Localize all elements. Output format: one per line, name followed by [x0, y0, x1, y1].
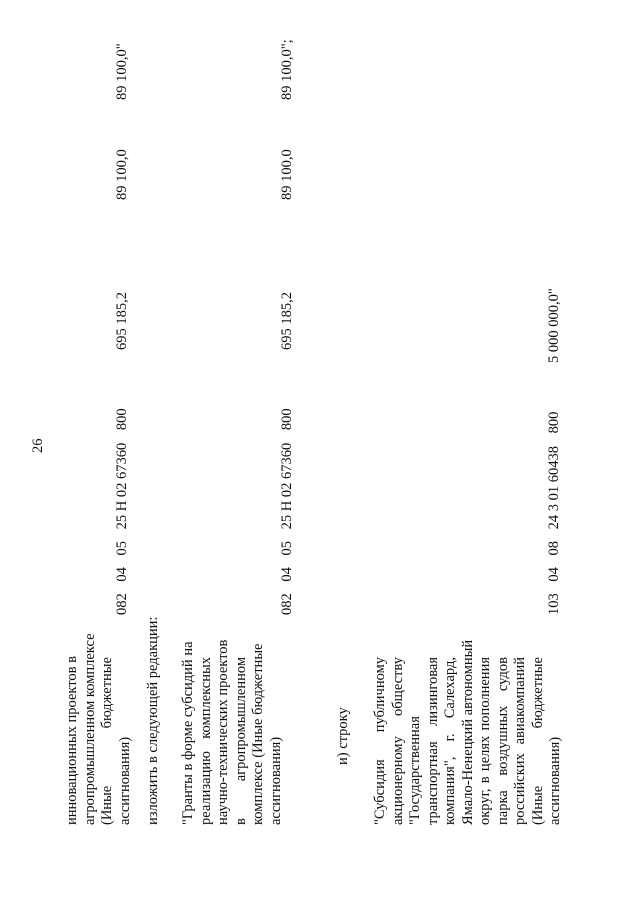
- row2-value-1: 695 185,2: [279, 292, 295, 350]
- row1-expense-code: 800: [114, 408, 130, 431]
- row2-section-code: 04: [279, 567, 295, 582]
- section-label: и) строку: [335, 707, 351, 765]
- row2-description: [180, 639, 285, 825]
- row2-value-2: 89 100,0: [279, 149, 295, 200]
- row3-desc-line: "Государственная: [407, 716, 423, 825]
- row3-value-1: 5 000 000,0": [546, 288, 562, 363]
- row2-gov-code: 082: [279, 593, 295, 615]
- row1-value-1: 695 185,2: [114, 292, 130, 350]
- row1-codes: [114, 408, 131, 615]
- row2-expense-code: 800: [279, 408, 295, 431]
- row2-subsection-code: 05: [279, 541, 295, 556]
- row3-desc-line: парка воздушных судов: [494, 657, 511, 825]
- row2-desc-line: в агропромышленном: [232, 657, 249, 825]
- row3-desc-line: компания", г. Салехард,: [442, 657, 458, 825]
- row3-gov-code: 103: [546, 593, 562, 615]
- row1-target-code: 25 Н 02 67360: [114, 442, 130, 530]
- page-number: 26: [30, 438, 46, 453]
- row2-desc-line: реализацию комплексных: [197, 657, 214, 825]
- row1-desc-line: агропромышленном комплексе: [81, 633, 98, 825]
- row1-desc-line: (Иные бюджетные: [99, 657, 115, 825]
- instruction-text: изложить в следующей редакции:: [145, 616, 161, 825]
- row3-target-code: 24 3 01 60438: [546, 446, 562, 530]
- row3-desc-line: российских авиакомпаний: [512, 657, 528, 825]
- row3-desc-line: ассигнования): [547, 736, 563, 825]
- row3-desc-line: (Иные бюджетные: [529, 657, 546, 825]
- row3-desc-line: акционерному обществу: [389, 657, 406, 825]
- row3-description: [372, 639, 565, 825]
- row3-desc-line: округ, в целях пополнения: [477, 657, 493, 825]
- row2-desc-line: ассигнования): [267, 736, 284, 825]
- row1-desc-line: ассигнования): [116, 736, 133, 825]
- row2-value-3: 89 100,0";: [279, 39, 295, 100]
- row2-target-code: 25 Н 02 67360: [279, 442, 295, 530]
- row1-subsection-code: 05: [114, 541, 130, 556]
- row3-section-code: 04: [546, 567, 562, 582]
- row1-desc-line: инновационных проектов в: [64, 656, 80, 825]
- row1-value-2: 89 100,0: [114, 149, 130, 200]
- row1-section-code: 04: [114, 567, 130, 582]
- row3-codes: [546, 412, 563, 615]
- row2-desc-line: научно-технических проектов: [215, 639, 231, 825]
- row3-desc-line: "Субсидия публичному: [372, 657, 388, 825]
- row2-codes: [279, 408, 296, 615]
- row2-desc-line: комплексе (Иные бюджетные: [250, 643, 266, 825]
- row3-subsection-code: 08: [546, 541, 562, 556]
- row3-desc-line: Ямало-Ненецкий автономный: [459, 639, 476, 825]
- row1-value-3: 89 100,0": [114, 43, 130, 100]
- row3-expense-code: 800: [546, 411, 562, 434]
- row1-gov-code: 082: [114, 593, 130, 615]
- row3-desc-line: транспортная лизинговая: [424, 657, 441, 825]
- row1-description: [64, 633, 134, 825]
- row2-desc-line: "Гранты в форме субсидий на: [180, 641, 196, 825]
